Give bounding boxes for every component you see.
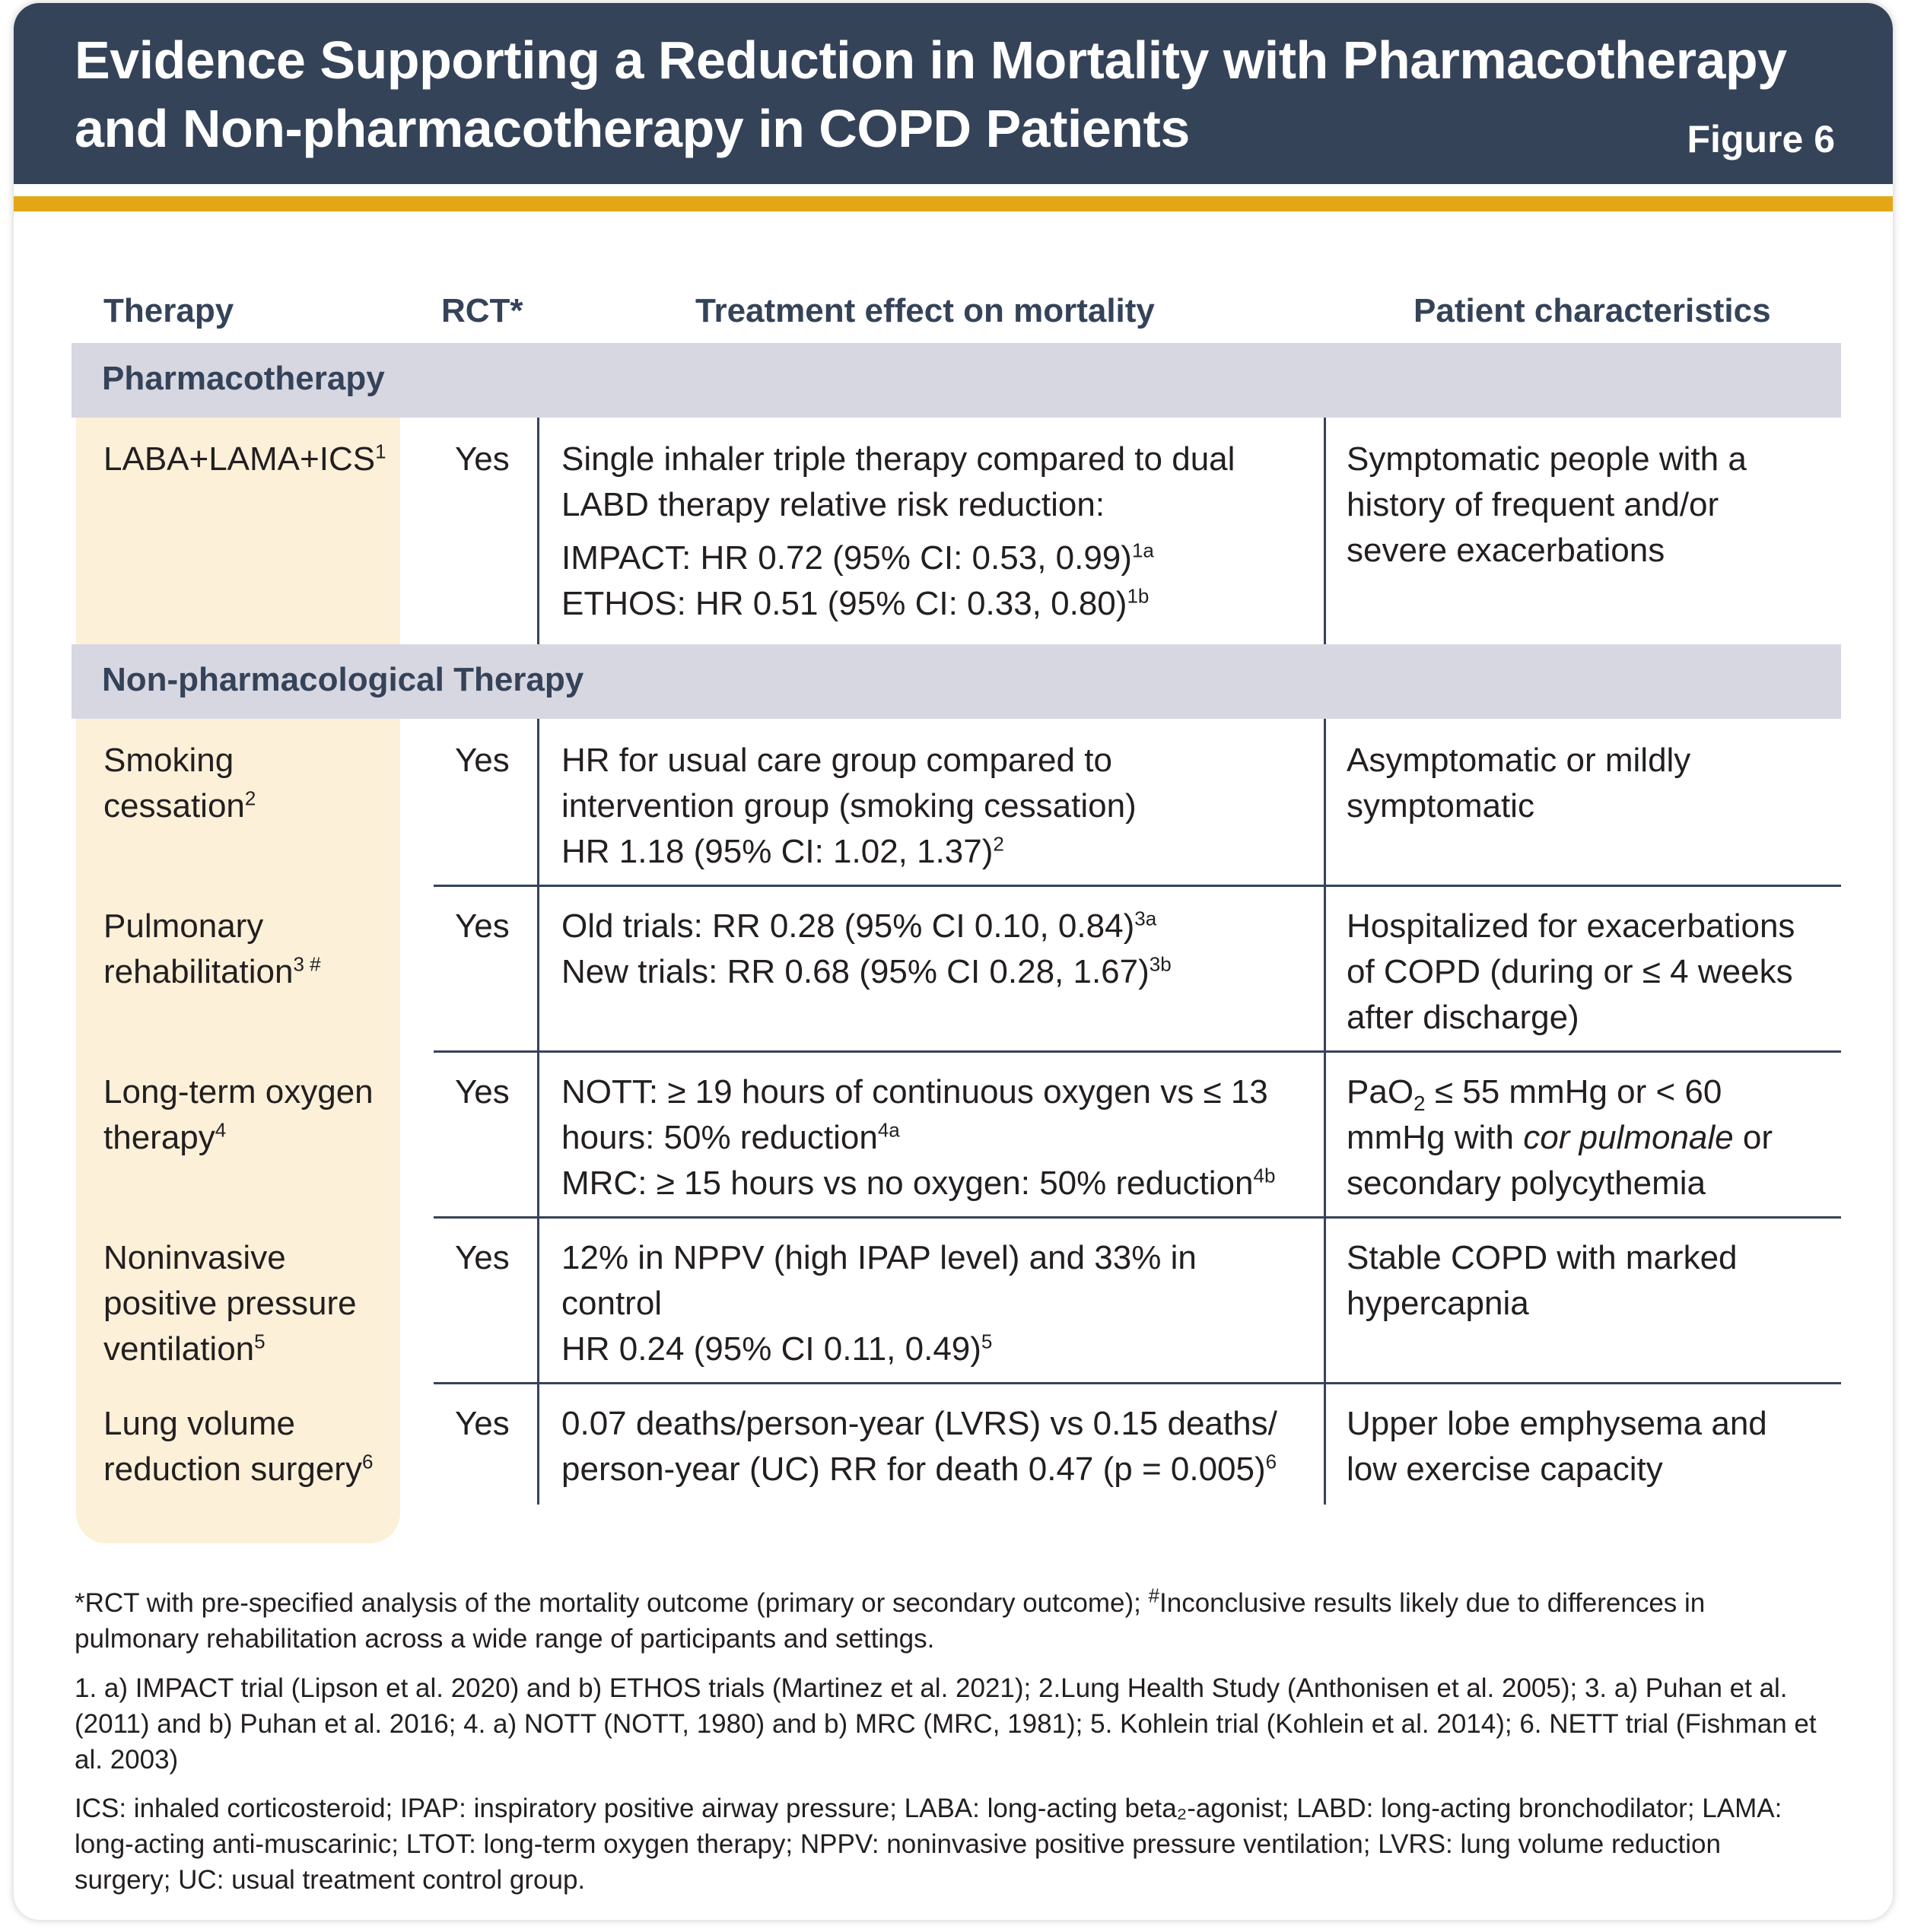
ref-sup: 3a [1134,907,1157,930]
effect-line: NOTT: ≥ 19 hours of continuous oxygen vs ≤ 13 [561,1073,1268,1111]
patients-line: Asymptomatic or mildly [1347,742,1691,779]
ref-sup: 6 [361,1450,374,1473]
footnote-text: surgery; UC: usual treatment control group. [75,1865,586,1895]
row-divider [434,1382,1841,1384]
column-divider [537,418,539,644]
patients-line: Hospitalized for exacerbations [1347,907,1795,945]
ref-sup: 2 [244,786,256,810]
header-therapy: Therapy [103,292,234,329]
patients-line: low exercise capacity [1347,1451,1663,1488]
therapy-name: Lung volume [103,1405,295,1442]
footnote-text: *RCT with pre-specified analysis of the mortality outcome (primary or secondary outcome); [75,1588,1149,1618]
subscript: 2 [1414,1091,1426,1115]
effect-line: hours: 50% reduction [561,1119,878,1156]
header-rct: RCT* [441,292,523,329]
effect-line: HR for usual care group compared to [561,742,1112,779]
patients-line: secondary polycythemia [1347,1165,1706,1202]
therapy-cell [103,437,386,482]
therapy-cell [103,1069,374,1161]
header-effect: Treatment effect on mortality [695,292,1155,329]
ref-sup: 1 [375,440,386,463]
effect-line: Old trials: RR 0.28 (95% CI 0.10, 0.84) [561,907,1135,945]
effect-cell [561,1069,1275,1206]
patients-line: hypercapnia [1347,1285,1529,1322]
rct-cell: Yes [455,440,510,478]
footnote-text: (2011) and b) Puhan et al. 2016; 4. a) NOTT (NOTT, 1980) and b) MRC (MRC, 1981); 5. Kohlein trial (Kohlein et al. 2014); 6. NETT trial (Fishman et [75,1709,1817,1739]
rct-cell: Yes [455,1073,510,1111]
patients-line: of COPD (during or ≤ 4 weeks [1347,953,1793,990]
effect-cell [561,437,1235,627]
patients-cell [1347,1069,1773,1206]
footnote-references [75,1670,1855,1778]
patients-line: or [1733,1119,1773,1156]
effect-cell [561,1235,1197,1372]
ref-sup: 6 [1265,1450,1277,1473]
patients-line: symptomatic [1347,787,1534,825]
title-line-2: and Non-pharmacotherapy in COPD Patients [75,99,1190,158]
rct-cell: Yes [455,742,510,779]
effect-line: 12% in NPPV (high IPAP level) and 33% in [561,1239,1197,1276]
patients-line: severe exacerbations [1347,532,1665,569]
effect-line: HR 1.18 (95% CI: 1.02, 1.37) [561,833,994,870]
patients-line: Symptomatic people with a [1347,440,1747,478]
patients-line: Stable COPD with marked [1347,1239,1738,1276]
patients-cell [1347,1401,1767,1492]
therapy-name: cessation [103,787,245,825]
ref-sup: 3b [1149,952,1172,976]
footnote-text: 1. a) IMPACT trial (Lipson et al. 2020) and b) ETHOS trials (Martinez et al. 2021); 2.Lung Health Study (Anthonisen et al. 2005); 3. a) Puhan et al. [75,1673,1788,1703]
effect-cell [561,904,1172,995]
effect-cell [561,1401,1277,1492]
column-divider [1324,418,1326,644]
effect-line: New trials: RR 0.68 (95% CI 0.28, 1.67) [561,953,1150,990]
footnote-text: pulmonary rehabilitation across a wide range of participants and settings. [75,1624,935,1654]
ref-sup: # [1148,1584,1160,1607]
effect-line: HR 0.24 (95% CI 0.11, 0.49) [561,1330,981,1368]
rct-cell: Yes [455,1405,510,1442]
italic-term: cor pulmonale [1523,1119,1734,1156]
column-divider [537,719,539,1505]
ref-sup: 4a [877,1118,900,1142]
section-band-pharmacotherapy [72,343,1841,418]
ref-sup: 3 # [293,952,321,976]
column-divider [1324,719,1326,1505]
footnote-text: Inconclusive results likely due to differences in [1159,1588,1706,1618]
effect-line: IMPACT: HR 0.72 (95% CI: 0.53, 0.99) [561,539,1132,577]
footnote-abbreviations [75,1791,1855,1898]
section-band-nonpharmacological [72,644,1841,719]
effect-line: 0.07 deaths/person-year (LVRS) vs 0.15 deaths/ [561,1405,1277,1442]
patients-line: ≤ 55 mmHg or < 60 [1425,1073,1722,1111]
effect-line: MRC: ≥ 15 hours vs no oxygen: 50% reduction [561,1165,1254,1202]
section-label: Pharmacotherapy [102,360,385,397]
patients-cell [1347,437,1747,574]
header-patients: Patient characteristics [1414,292,1771,329]
ref-sup: 5 [981,1330,993,1353]
ref-sup: 1b [1127,584,1150,608]
therapy-name: Long-term oxygen [103,1073,374,1111]
therapy-cell [103,1401,373,1492]
footnote-text: ICS: inhaled corticosteroid; IPAP: inspiratory positive airway pressure; LABA: long-acting beta₂-agonist; LABD: long-acting bronchodilator; LAMA: [75,1794,1782,1823]
therapy-name: positive pressure [103,1285,357,1322]
ref-sup: 2 [993,832,1004,856]
patients-line: after discharge) [1347,999,1579,1036]
title-line-1: Evidence Supporting a Reduction in Mortality with Pharmacotherapy [75,30,1787,90]
effect-line: LABD therapy relative risk reduction: [561,486,1105,523]
effect-cell [561,738,1137,875]
therapy-name: ventilation [103,1330,255,1368]
ref-sup: 5 [254,1330,266,1353]
patients-cell [1347,904,1795,1041]
therapy-cell [103,904,321,995]
footnote-text: long-acting anti-muscarinic; LTOT: long-term oxygen therapy; NPPV: noninvasive positive pressure ventilation; LVRS: lung volume reduction [75,1829,1721,1859]
therapy-name: Smoking [103,742,234,779]
row-divider [434,885,1841,887]
patients-cell [1347,738,1690,829]
ref-sup: 1a [1131,539,1154,562]
rct-cell: Yes [455,1239,510,1276]
patients-line: Upper lobe emphysema and [1347,1405,1767,1442]
therapy-cell [103,738,256,829]
footnote-text: al. 2003) [75,1745,179,1775]
patients-line: mmHg with [1347,1119,1524,1156]
therapy-name: Noninvasive [103,1239,286,1276]
effect-line: intervention group (smoking cessation) [561,787,1137,825]
patients-line: history of frequent and/or [1347,486,1719,523]
row-divider [434,1050,1841,1053]
effect-line: ETHOS: HR 0.51 (95% CI: 0.33, 0.80) [561,585,1127,622]
ref-sup: 4 [215,1118,227,1142]
ref-sup: 4b [1253,1164,1276,1187]
effect-line: Single inhaler triple therapy compared to dual [561,440,1235,478]
section-label: Non-pharmacological Therapy [102,661,584,698]
therapy-name: Pulmonary [103,907,264,945]
therapy-cell [103,1235,357,1372]
figure-card [14,3,1893,1920]
rct-cell: Yes [455,907,510,945]
therapy-name: rehabilitation [103,953,294,990]
effect-line: control [561,1285,663,1322]
effect-line: person-year (UC) RR for death 0.47 (p = 0.005) [561,1451,1266,1488]
therapy-name: reduction surgery [103,1451,362,1488]
therapy-name: therapy [103,1119,215,1156]
figure-label: Figure 6 [1687,118,1835,160]
therapy-name: LABA+LAMA+ICS [103,440,376,478]
table-area [14,3,1893,1920]
footnote-rct [75,1585,1855,1657]
patients-line: PaO [1347,1073,1414,1111]
row-divider [434,1216,1841,1219]
patients-cell [1347,1235,1738,1327]
